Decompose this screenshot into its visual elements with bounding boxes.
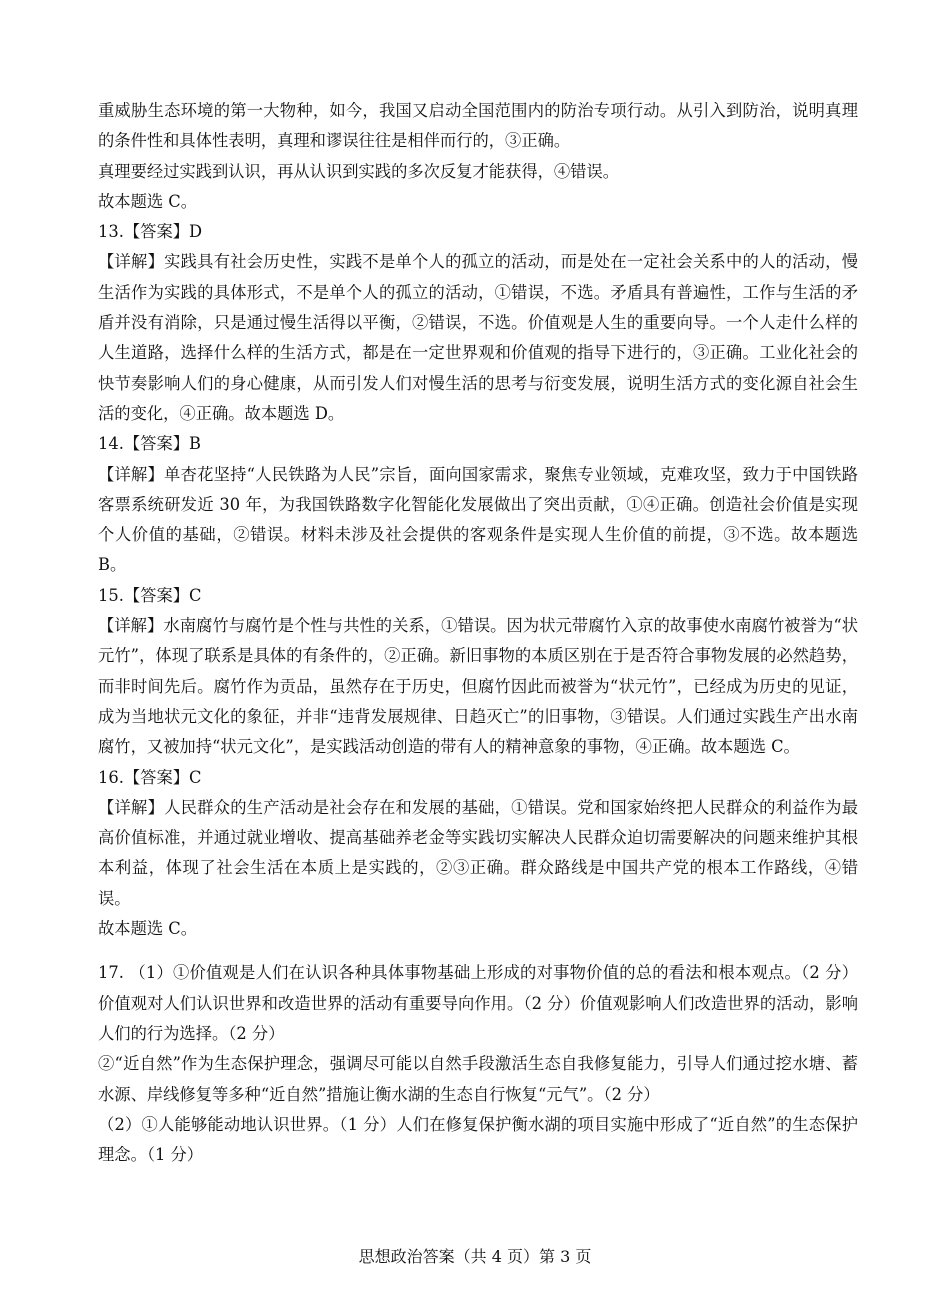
question-17-part3: （2）①人能够能动地认识世界。（1 分）人们在修复保护衡水湖的项目实施中形成了“近自然”的生态保护理念。（1 分） — [98, 1114, 858, 1165]
document-body — [98, 96, 858, 1170]
explanation-14: 【详解】单杏花坚持“人民铁路为人民”宗旨，面向国家需求，聚焦专业领域，克难攻坚，致力于中国铁路客票系统研发近 30 年，为我国铁路数字化智能化发展做出了突出贡献，①④正确。创造社会价值是实现个人价值的基础，②错误。材料未涉及社会提供的客观条件是实现人生价值的前提，③不选。故本题选 B。 — [98, 464, 858, 575]
paragraph: 真理要经过实践到认识，再从认识到实践的多次反复才能获得，④错误。 — [98, 161, 620, 181]
paragraph: 故本题选 C。 — [98, 191, 198, 211]
answer-heading-16: 16.【答案】C — [98, 767, 202, 787]
explanation-16: 【详解】人民群众的生产活动是社会存在和发展的基础，①错误。党和国家始终把人民群众的利益作为最高价值标准，并通过就业增收、提高基础养老金等实践切实解决人民群众迫切需要解决的问题来维护其根本利益，体现了社会生活在本质上是实践的，②③正确。群众路线是中国共产党的根本工作路线，④错误。 — [98, 797, 858, 908]
question-17-part2: ②“近自然”作为生态保护理念，强调尽可能以自然手段激活生态自我修复能力，引导人们通过挖水塘、蓄水源、岸线修复等多种“近自然”措施让衡水湖的生态自行恢复“元气”。（2 分） — [98, 1054, 858, 1104]
section-gap — [98, 944, 858, 958]
page-footer: 思想政治答案（共 4 页）第 3 页 — [358, 1247, 592, 1266]
paragraph: 重威胁生态环境的第一大物种，如今，我国又启动全国范围内的防治专项行动。从引入到防治，说明真理的条件性和具体性表明，真理和谬误往往是相伴而行的，③正确。 — [98, 101, 858, 151]
answer-heading-13: 13.【答案】D — [98, 222, 203, 242]
explanation-15: 【详解】水南腐竹与腐竹是个性与共性的关系，①错误。因为状元带腐竹入京的故事使水南腐竹被誉为“状元竹”，体现了联系是具体的有条件的，②正确。新旧事物的本质区别在于是否符合事物发展的必然趋势，而非时间先后。腐竹作为贡品，虽然存在于历史，但腐竹因此而被誉为“状元竹”，已经成为历史的见证，成为当地状元文化的象征，并非“违背发展规律、日趋灭亡”的旧事物，③错误。人们通过实践生产出水南腐竹，又被加持“状元文化”，是实践活动创造的带有人的精神意象的事物，④正确。故本题选 C。 — [98, 616, 858, 757]
explanation-13: 【详解】实践具有社会历史性，实践不是单个人的孤立的活动，而是处在一定社会关系中的人的活动，慢生活作为实践的具体形式，不是单个人的孤立的活动，①错误，不选。矛盾具有普遍性，工作与生活的矛盾并没有消除，只是通过慢生活得以平衡，②错误，不选。价值观是人生的重要向导。一个人走什么样的人生道路，选择什么样的生活方式，都是在一定世界观和价值观的指导下进行的，③正确。工业化社会的快节奏影响人们的身心健康，从而引发人们对慢生活的思考与衍变发展，说明生活方式的变化源自社会生活的变化，④正确。故本题选 D。 — [98, 252, 858, 423]
paragraph: 故本题选 C。 — [98, 919, 198, 939]
answer-heading-15: 15.【答案】C — [98, 585, 202, 605]
question-17-part1: 17. （1）①价值观是人们在认识各种具体事物基础上形成的对事物价值的总的看法和根本观点。（2 分）价值观对人们认识世界和改造世界的活动有重要导向作用。（2 分）价值观影响人们改造世界的活动，影响人们的行为选择。（2 分） — [98, 963, 858, 1043]
answer-heading-14: 14.【答案】B — [98, 434, 201, 454]
